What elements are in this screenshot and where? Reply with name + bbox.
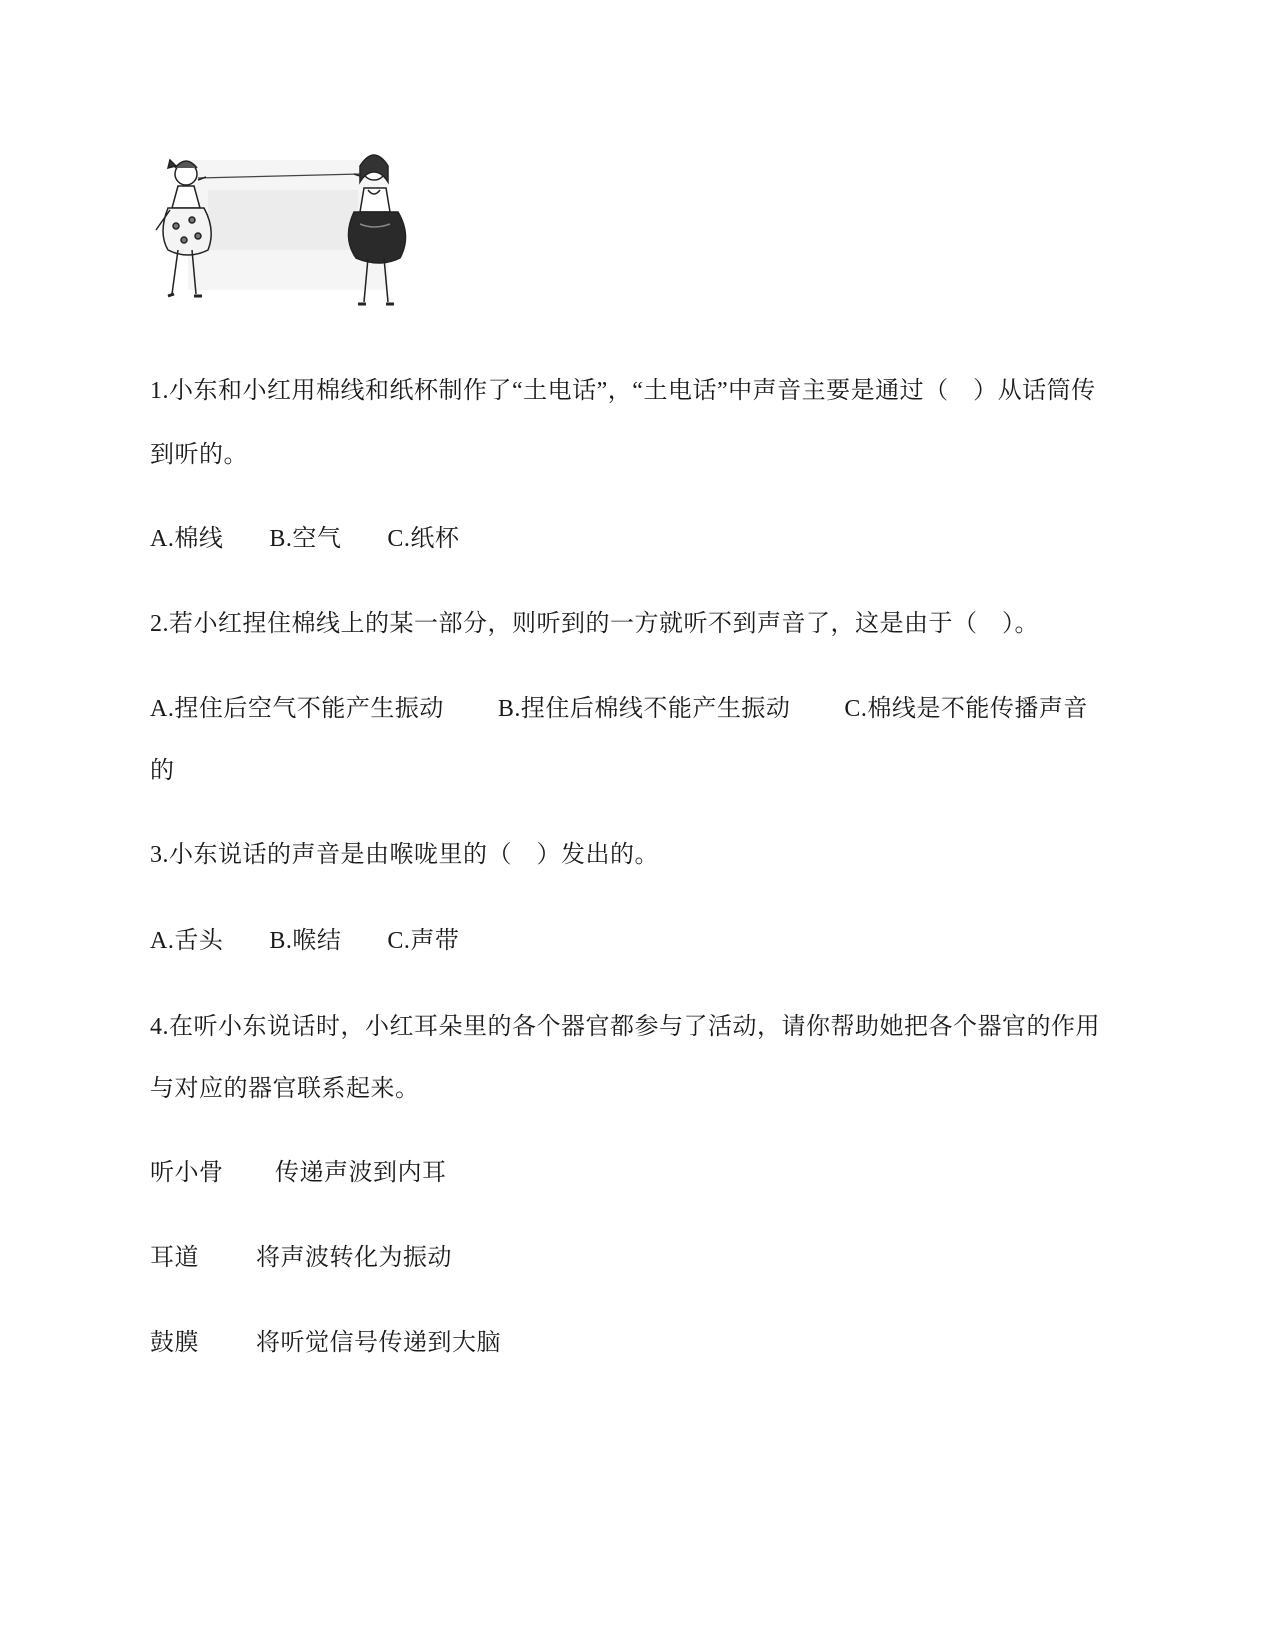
question-2-option-a: A.捏住后空气不能产生振动 [150, 696, 444, 722]
matching-row-1 [150, 1158, 447, 1188]
question-1-stem-line2: 到听的。 [150, 442, 248, 468]
matching-row-3 [150, 1328, 501, 1358]
question-2-options [150, 694, 1088, 724]
string-telephone-illustration [148, 150, 433, 338]
question-3-option-a: A.舌头 [150, 928, 224, 954]
question-1-stem-line1: 1.小东和小红用棉线和纸杯制作了“土电话”，“土电话”中声音主要是通过（ ）从话筒传 [150, 378, 1096, 404]
matching-organ-3: 鼓膜 [150, 1330, 199, 1356]
question-3-options [150, 926, 459, 956]
question-2-stem-line1: 2.若小红捏住棉线上的某一部分，则听到的一方就听不到声音了，这是由于（ ）。 [150, 611, 1039, 637]
question-2-option-b: B.捏住后棉线不能产生振动 [497, 696, 791, 722]
question-4-stem-line1: 4.在听小东说话时，小红耳朵里的各个器官都参与了活动，请你帮助她把各个器官的作用 [150, 1014, 1100, 1040]
matching-row-2 [150, 1243, 452, 1273]
question-1-option-a: A.棉线 [150, 526, 224, 552]
matching-function-1: 传递声波到内耳 [275, 1160, 447, 1186]
question-1-option-b: B.空气 [269, 526, 342, 552]
question-4-stem-line2: 与对应的器官联系起来。 [150, 1076, 420, 1102]
matching-function-2: 将声波转化为振动 [256, 1245, 452, 1271]
question-3-option-b: B.喉结 [269, 928, 342, 954]
question-1-option-c: C.纸杯 [387, 526, 460, 552]
question-2-option-c: C.棉线是不能传播声音 [844, 696, 1088, 722]
question-3-option-c: C.声带 [387, 928, 460, 954]
question-2-options-wrap: 的 [150, 758, 175, 784]
matching-function-3: 将听觉信号传递到大脑 [256, 1330, 501, 1356]
question-1-options [150, 524, 459, 554]
question-3-stem-line1: 3.小东说话的声音是由喉咙里的（ ）发出的。 [150, 842, 659, 868]
matching-organ-1: 听小骨 [150, 1160, 224, 1186]
matching-organ-2: 耳道 [150, 1245, 199, 1271]
